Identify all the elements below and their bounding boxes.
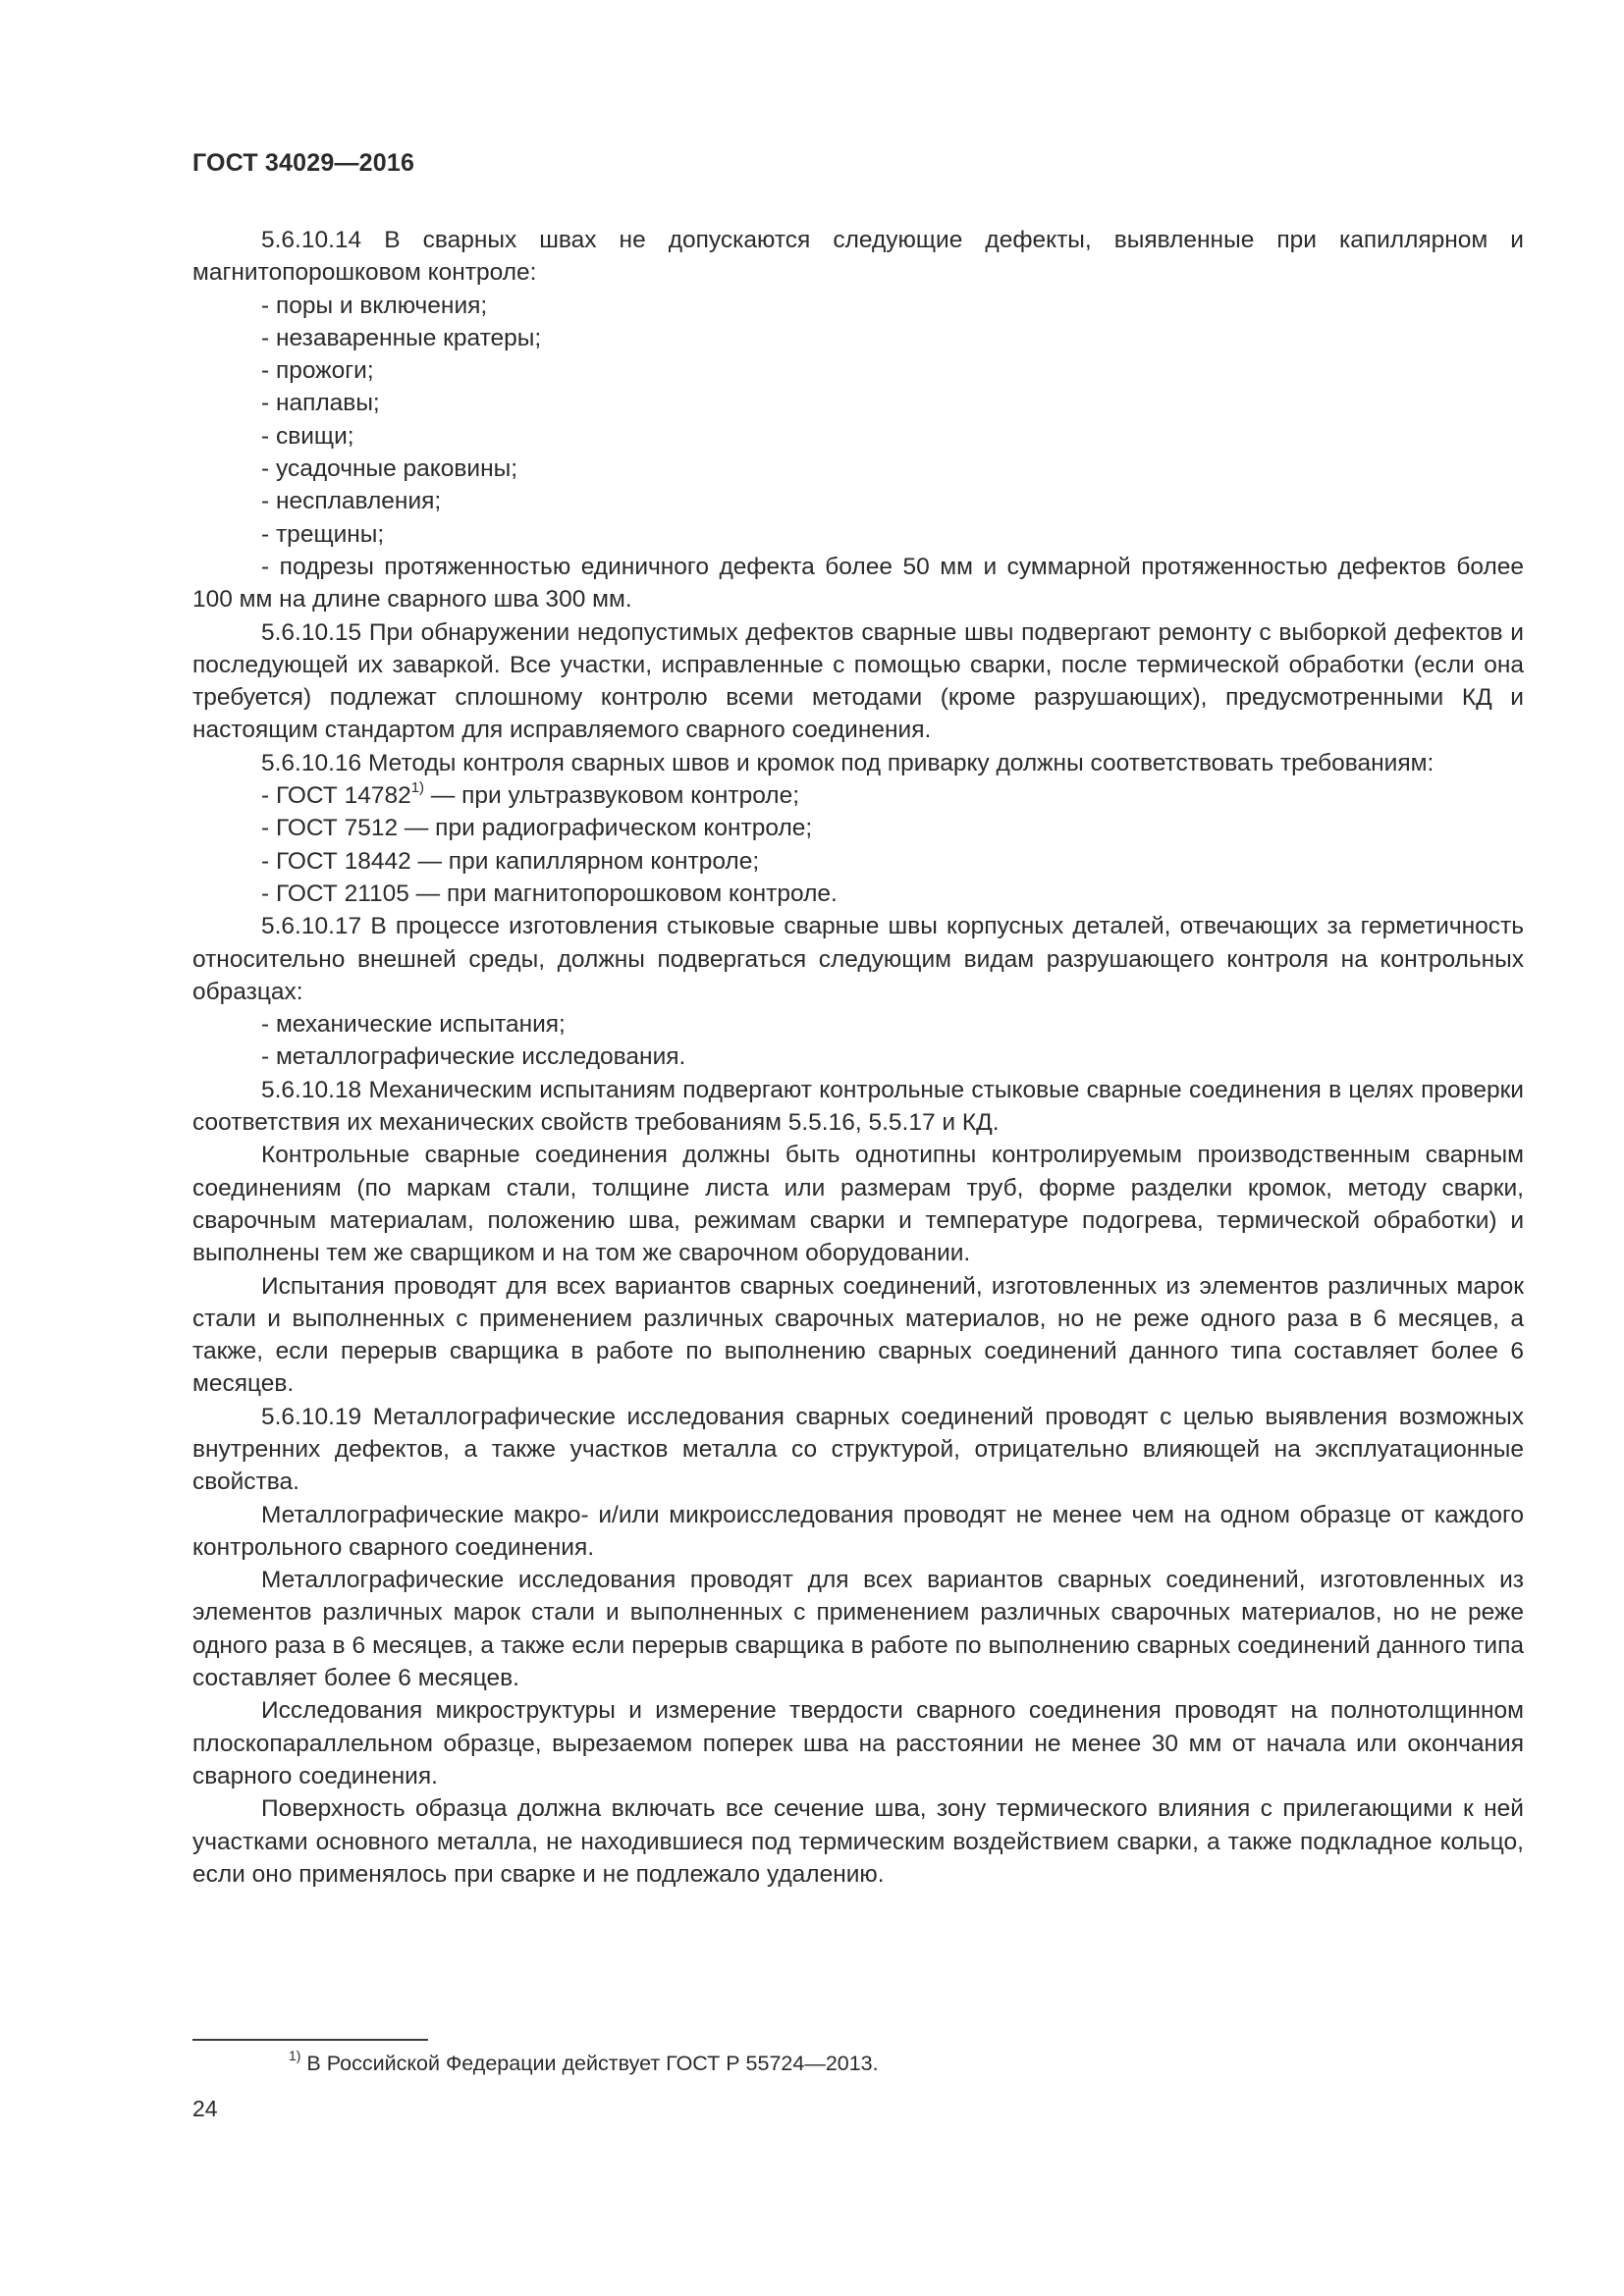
list-item: - ГОСТ 18442 — при капиллярном контроле;	[261, 847, 760, 875]
list-item: - механические испытания;	[261, 1011, 566, 1039]
list-item: - ГОСТ 7512 — при радиографическом контроле;	[261, 815, 813, 842]
paragraph: 5.6.10.16 Методы контроля сварных швов и кромок под приварку должны соответствовать требованиям:	[261, 749, 1435, 776]
footnote-text: В Российской Федерации действует ГОСТ Р 55724—2013.	[300, 2052, 879, 2075]
list-item: - металлографические исследования.	[261, 1043, 686, 1071]
list-item-text-after: — при ультразвуковом контроле;	[424, 782, 800, 810]
list-item: - наплавы;	[261, 390, 380, 417]
paragraph: 5.6.10.18 Механическим испытаниям подвергают контрольные стыковые сварные соединения в целях проверки соответствия их механических свойств требованиям 5.5.16, 5.5.17 и КД.	[192, 1076, 1524, 1137]
list-item: - усадочные раковины;	[261, 455, 518, 483]
list-item: - несплавления;	[261, 488, 442, 515]
list-item: - поры и включения;	[261, 292, 488, 319]
paragraph: Металлографические макро- и/или микроисследования проводят не менее чем на одном образце от каждого контрольного сварного соединения.	[192, 1501, 1524, 1561]
paragraph: 5.6.10.19 Металлографические исследования сварных соединений проводят с целью выявления возможных внутренних дефектов, а также участков металла со структурой, отрицательно влияющей на эксплуатационные свойства.	[192, 1403, 1524, 1496]
paragraph: 5.6.10.15 При обнаружении недопустимых дефектов сварные швы подвергают ремонту с выборкой дефектов и последующей их заваркой. Все участки, исправленные с помощью сварки, после термической обработки (если она требуется) подлежат сплошному контролю всеми методами (кроме разрушающих), предусмотренными КД и настоящим стандартом для исправляемого сварного соединения.	[192, 618, 1524, 744]
list-item: - подрезы протяженностью единичного дефекта более 50 мм и суммарной протяженностью дефектов более 100 мм на длине сварного шва 300 мм.	[192, 553, 1524, 614]
paragraph: Поверхность образца должна включать все сечение шва, зону термического влияния с прилегающими к ней участками основного металла, не находившиеся под термическим воздействием сварки, а также подкладное кольцо, если оно применялось при сварке и не подлежало удалению.	[192, 1795, 1524, 1888]
document-body	[192, 224, 1524, 1891]
list-item: - трещины;	[261, 520, 385, 548]
page-header: ГОСТ 34029—2016	[192, 149, 415, 177]
footnote	[289, 2047, 879, 2077]
paragraph: Испытания проводят для всех вариантов сварных соединений, изготовленных из элементов различных марок стали и выполненных с применением различных сварочных материалов, но не реже одного раза в 6 месяцев, а также, если перерыв сварщика в работе по выполнению сварных соединений данного типа составляет более 6 месяцев.	[192, 1272, 1524, 1398]
page-number: 24	[192, 2096, 218, 2121]
paragraph: Исследования микроструктуры и измерение твердости сварного соединения проводят на полнотолщинном плоскопараллельном образце, вырезаемом поперек шва на расстоянии не менее 30 мм от начала или окончания сварного соединения.	[192, 1697, 1524, 1789]
list-item-text: - ГОСТ 14782	[261, 782, 411, 810]
list-item: - свищи;	[261, 422, 354, 450]
paragraph: 5.6.10.17 В процессе изготовления стыковые сварные швы корпусных деталей, отвечающих за герметичность относительно внешней среды, должны подвергаться следующим видам разрушающего контроля на контрольных образцах:	[192, 913, 1524, 1005]
list-item: - ГОСТ 21105 — при магнитопорошковом контроле.	[261, 880, 838, 907]
list-item: - незаваренные кратеры;	[261, 324, 542, 351]
footnote-divider	[192, 2039, 428, 2041]
footnote-reference: 1)	[410, 778, 425, 796]
paragraph: Металлографические исследования проводят для всех вариантов сварных соединений, изготовленных из элементов различных марок стали и выполненных с применением различных сварочных материалов, но не реже одного раза в 6 месяцев, а также если перерыв сварщика в работе по выполнению сварных соединений данного типа составляет более 6 месяцев.	[192, 1567, 1524, 1692]
footnote-marker: 1)	[289, 2047, 301, 2063]
list-item	[192, 779, 1524, 812]
paragraph: Контрольные сварные соединения должны быть однотипны контролируемым производственным сварным соединениям (по маркам стали, толщине листа или размерам труб, форме разделки кромок, методу сварки, сварочным материалам, положению шва, режимам сварки и температуре подогрева, термической обработки) и выполнены тем же сварщиком и на том же сварочном оборудовании.	[192, 1142, 1524, 1267]
paragraph: 5.6.10.14 В сварных швах не допускаются следующие дефекты, выявленные при капиллярном и магнитопорошковом контроле:	[192, 227, 1524, 287]
list-item: - прожоги;	[261, 357, 374, 385]
